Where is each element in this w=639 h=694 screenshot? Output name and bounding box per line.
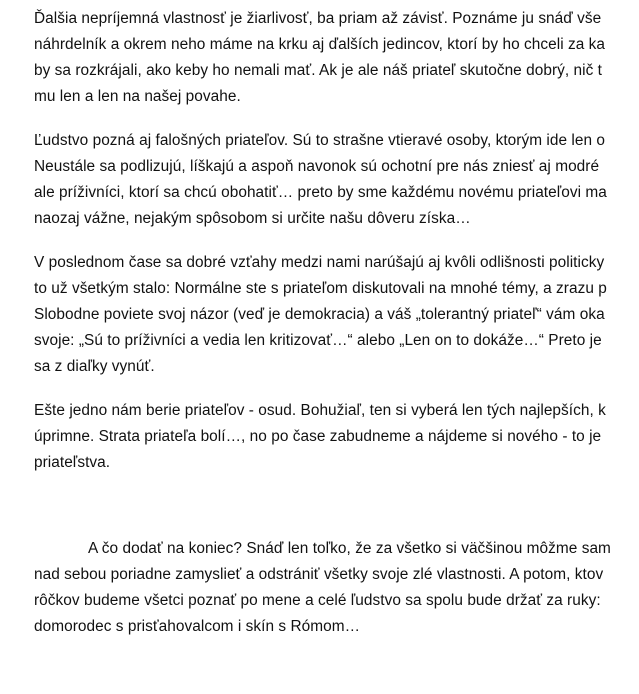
text-line: mu len a len na našej povahe. [34,88,241,105]
paragraph-politics [34,250,639,380]
paragraph-false-friends [34,128,639,232]
text-line: naozaj vážne, nejakým spôsobom si určite našu dôveru získa… [34,210,471,227]
text-line: to už všetkým stalo: Normálne ste s priateľom diskutovali na mnohé témy, a zrazu p [34,280,607,297]
text-line: nad sebou poriadne zamyslieť a odstrániť všetky svoje zlé vlastnosti. A potom, ktov [34,566,604,583]
paragraph-jealousy [34,6,639,110]
text-line: Ešte jedno nám berie priateľov - osud. Bohužiaľ, ten si vyberá len tých najlepších, k [34,402,606,419]
text-line: rôčkov budeme všetci poznať po mene a celé ľudstvo sa spolu bude držať za ruky: [34,592,601,609]
text-line: Ľudstvo pozná aj falošných priateľov. Sú to strašne vtieravé osoby, ktorým ide len o [34,132,606,149]
text-line: by sa rozkrájali, ako keby ho nemali mať. Ak je ale náš priateľ skutočne dobrý, nič t [34,62,602,79]
text-line: Ďalšia nepríjemná vlastnosť je žiarlivosť, ba priam až závisť. Poznáme ju snáď vše [34,10,602,27]
paragraph-fate [34,398,639,476]
text-line: Slobodne poviete svoj názor (veď je demokracia) a váš „tolerantný priateľ“ vám oka [34,306,605,323]
text-line: svoje: „Sú to príživníci a vedia len kritizovať…“ alebo „Len on to dokáže…“ Preto je [34,332,602,349]
text-line: sa z diaľky vynúť. [34,358,155,375]
text-line: náhrdelník a okrem neho máme na krku aj ďalších jedincov, ktorí by ho chceli za ka [34,36,606,53]
text-line: priateľstva. [34,454,111,471]
document-page [34,6,639,658]
text-line: Neustále sa podlizujú, líškajú a aspoň navonok sú ochotní pre nás zniesť aj modré [34,158,600,175]
paragraph-gap [34,494,639,536]
text-line: domorodec s prisťahovalcom i skín s Rómom… [34,618,361,635]
text-line: ale príživníci, ktorí sa chcú obohatiť… preto by sme každému novému priateľovi ma [34,184,607,201]
text-line: V poslednom čase sa dobré vzťahy medzi nami narúšajú aj kvôli odlišnosti politicky [34,254,605,271]
text-line: úprimne. Strata priateľa bolí…, no po čase zabudneme a nájdeme si nového - to je [34,428,602,445]
text-line: A čo dodať na koniec? Snáď len toľko, že za všetko si väčšinou môžme sam [88,540,611,557]
paragraph-conclusion [34,536,639,640]
